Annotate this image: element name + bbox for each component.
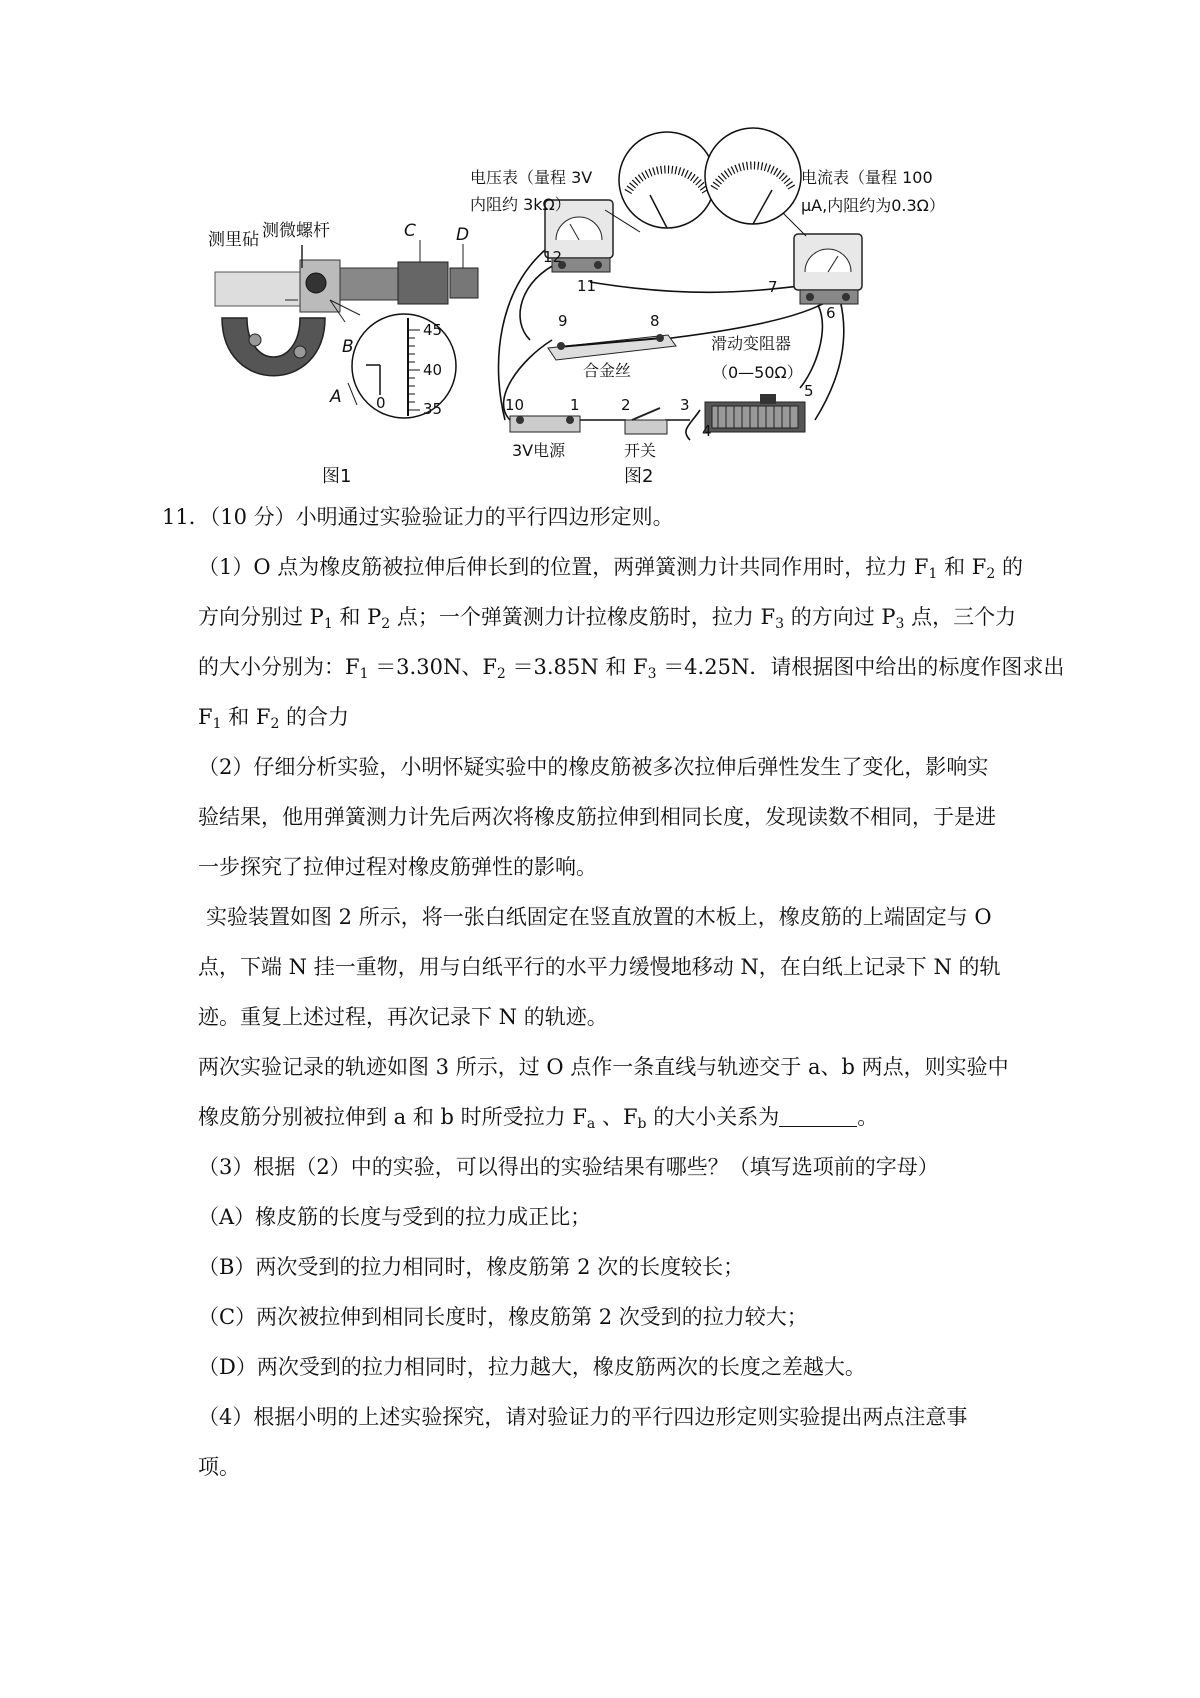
- battery-label: 3V电源: [512, 441, 566, 460]
- figure-2-circuit: [470, 128, 945, 487]
- terminal-5: 5: [804, 382, 814, 400]
- switch: [625, 408, 667, 434]
- terminal-12: 12: [543, 248, 563, 266]
- question-heading: 11．（10 分）小明通过实验验证力的平行四边形定则。: [162, 505, 674, 529]
- part1-line3: 的大小分别为：$F_1 =3.30N$、$F_2 =3.85N$ 和 $F_3 =4.25N$．请根据图中给出的标度作图求出: [198, 655, 1065, 682]
- terminal-6: 6: [826, 304, 836, 322]
- option-C: （C）两次被拉伸到相同长度时，橡皮筋第 2 次受到的拉力较大；: [198, 1305, 808, 1329]
- terminal-2: 2: [621, 396, 631, 414]
- tick-label-45: 45: [423, 321, 443, 339]
- alloy-wire-board: [548, 334, 676, 360]
- part2-line1: （2）仔细分析实验，小明怀疑实验中的橡皮筋被多次拉伸后弹性发生了变化，影响实: [198, 755, 989, 779]
- voltmeter-label-line2: 内阻约 3kΩ）: [470, 195, 571, 214]
- terminal-7: 7: [768, 278, 778, 296]
- label-anvil: 测里砧: [208, 230, 259, 250]
- rheostat-label-line2: （0—50Ω）: [712, 363, 803, 382]
- option-B: （B）两次受到的拉力相同时，橡皮筋第 2 次的长度较长；: [198, 1255, 745, 1279]
- micrometer-frame: [222, 318, 325, 376]
- part4-line2: 项。: [198, 1455, 240, 1479]
- tick-label-35: 35: [423, 400, 443, 418]
- terminal-1: 1: [570, 396, 580, 414]
- tick-label-40: 40: [423, 361, 443, 379]
- part3-prompt: （3）根据（2）中的实验，可以得出的实验结果有哪些？（填写选项前的字母）: [198, 1155, 939, 1179]
- ammeter-label-line1: 电流表（量程 100: [801, 168, 933, 187]
- figure-1-micrometer: [208, 221, 478, 487]
- ammeter-dial-zoom: [705, 128, 806, 236]
- answer-blank[interactable]: [779, 1106, 857, 1127]
- part1-line2: 方向分别过 $P_1$ 和 $P_2$ 点；一个弹簧测力计拉橡皮筋时，拉力 $F_3$ 的方向过 $P_3$ 点，三个力: [198, 605, 1017, 632]
- terminal-8: 8: [650, 312, 660, 330]
- switch-label: 开关: [624, 441, 657, 460]
- terminal-4: 4: [702, 422, 712, 440]
- trajectory-line2: 橡皮筋分别被拉伸到 a 和 b 时所受拉力 $F_a$ 、$F_b$ 的大小关系为 。: [198, 1105, 879, 1132]
- label-A: A: [330, 387, 342, 407]
- sleeve: [340, 268, 400, 300]
- part4-line1: （4）根据小明的上述实验探究，请对验证力的平行四边形定则实验提出两点注意事: [198, 1405, 968, 1429]
- ratchet-D: [450, 268, 478, 298]
- label-D: D: [456, 225, 470, 245]
- terminal-10: 10: [505, 396, 525, 414]
- rheostat-label-line1: 滑动变阻器: [711, 334, 792, 353]
- terminal-9: 9: [558, 312, 568, 330]
- figures-area: [0, 0, 1200, 500]
- ammeter-label-line2: μA,内阻约为0.3Ω）: [801, 196, 945, 215]
- alloy-wire-label: 合金丝: [583, 361, 632, 380]
- figure-2-caption: 图2: [624, 466, 654, 487]
- battery-3v: [510, 416, 580, 432]
- part1-line1: （1）O 点为橡皮筋被拉伸后伸长到的位置，两弹簧测力计共同作用时，拉力 $F_1$ 和 $F_2$ 的: [198, 555, 1023, 582]
- part2-line2: 验结果，他用弹簧测力计先后两次将橡皮筋拉伸到相同长度，发现读数不相同，于是进: [198, 805, 996, 829]
- trajectory-line1: 两次实验记录的轨迹如图 3 所示，过 O 点作一条直线与轨迹交于 a、b 两点，则实验中: [198, 1055, 1009, 1079]
- voltmeter-label-line1: 电压表（量程 3V: [470, 168, 593, 187]
- terminal-11: 11: [577, 277, 597, 295]
- lock-nut: [306, 273, 326, 293]
- part1-line4: $F_1$ 和 $F_2$ 的合力: [198, 705, 350, 732]
- label-spindle: 测微螺杆: [262, 221, 330, 241]
- thimble-C: [398, 262, 448, 304]
- terminal-3: 3: [680, 396, 690, 414]
- label-C: C: [404, 221, 416, 241]
- part2-line3: 一步探究了拉伸过程对橡皮筋弹性的影响。: [198, 855, 597, 879]
- main-scale-zero: 0: [376, 394, 386, 412]
- setup-line3: 迹。重复上述过程，再次记录下 N 的轨迹。: [198, 1005, 608, 1029]
- voltmeter-dial-zoom: [605, 132, 715, 232]
- option-D: （D）两次受到的拉力相同时，拉力越大，橡皮筋两次的长度之差越大。: [198, 1355, 866, 1379]
- label-B: B: [342, 337, 354, 357]
- setup-line1: 实验装置如图 2 所示，将一张白纸固定在竖直放置的木板上，橡皮筋的上端固定与 O: [206, 905, 992, 929]
- figure-1-caption: 图1: [322, 466, 352, 487]
- ammeter: [794, 234, 862, 304]
- setup-line2: 点，下端 N 挂一重物，用与白纸平行的水平力缓慢地移动 N，在白纸上记录下 N 的轨: [198, 955, 1001, 979]
- rheostat: [705, 394, 805, 432]
- option-A: （A）橡皮筋的长度与受到的拉力成正比；: [198, 1205, 592, 1229]
